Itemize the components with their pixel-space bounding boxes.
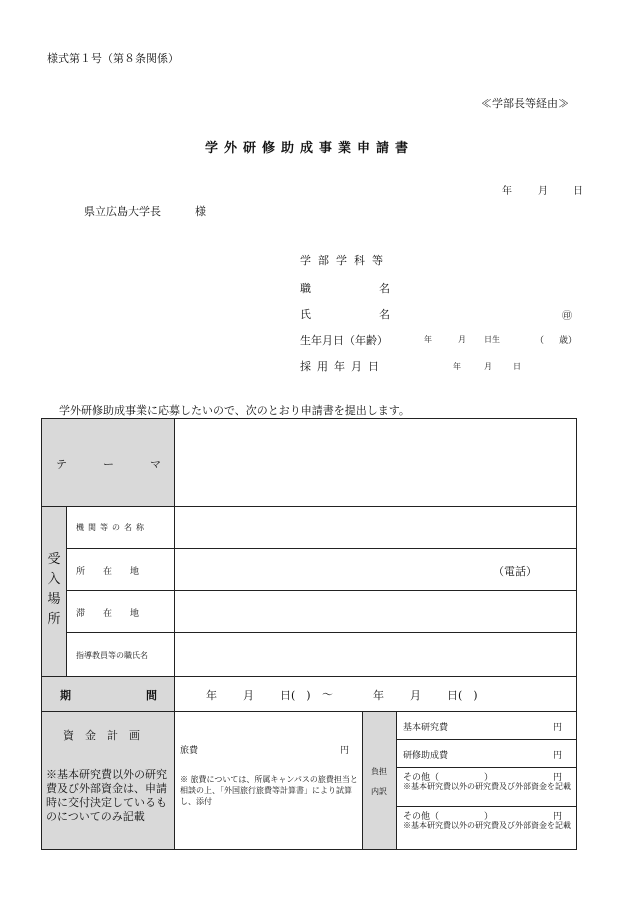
hire-month: 月 — [484, 362, 492, 371]
advisor-input[interactable] — [175, 633, 576, 676]
hire-label: 採用年月日 — [300, 360, 385, 373]
addressee-honorific: 様 — [195, 205, 206, 218]
stay-label: 滞 在 地 — [76, 609, 140, 619]
host-label: 受 入 場 所 — [47, 552, 61, 627]
other-2-note: ※基本研究費以外の研究費及び外部資金を記載 — [403, 821, 571, 830]
travel-label: 旅費 — [180, 746, 199, 756]
burden-label-cell — [362, 711, 396, 849]
period-day-1: 日( ) — [280, 689, 311, 702]
birth-year: 年 — [424, 335, 432, 344]
hire-year: 年 — [453, 362, 461, 371]
age-open: （ — [535, 336, 545, 346]
basic-fund-yen: 円 — [553, 723, 563, 733]
travel-yen: 円 — [340, 746, 350, 756]
addressee-name: 県立広島大学長 — [84, 205, 161, 218]
advisor-label: 指導教員等の職氏名 — [76, 651, 148, 660]
date-day: 日 — [573, 186, 583, 197]
travel-note: ※ 旅費については、所属キャンパスの旅費担当と相談の上、「外国旅行旅費等計算書」により試算し、添付 — [180, 775, 358, 806]
burden-label-1: 負担 — [371, 767, 387, 776]
phone-label: （電話） — [493, 565, 537, 578]
institution-label: 機関等の名称 — [76, 523, 148, 532]
intro-text: 学外研修助成事業に応募したいので、次のとおり申請書を提出します。 — [59, 404, 410, 417]
dept-label: 学部学科等 — [300, 254, 390, 267]
other-2-label: その他（ ） — [403, 812, 494, 822]
other-2-yen: 円 — [553, 812, 563, 822]
training-grant-yen: 円 — [553, 751, 563, 761]
position-label-1: 職 — [300, 282, 311, 295]
burden-label-2: 内訳 — [371, 787, 387, 796]
form-number: 様式第１号（第８条関係） — [47, 52, 179, 65]
period-label-2: 間 — [146, 689, 157, 702]
other-1-note: ※基本研究費以外の研究費及び外部資金を記載 — [403, 782, 571, 791]
position-label-2: 名 — [379, 282, 390, 295]
theme-input[interactable] — [175, 419, 576, 506]
name-label-2: 名 — [379, 308, 390, 321]
period-label-1: 期 — [60, 689, 71, 702]
date-year: 年 — [502, 186, 512, 197]
hire-day: 日 — [513, 362, 521, 371]
theme-label-1: テ — [56, 458, 67, 471]
age-close: 歳） — [559, 336, 578, 346]
basic-fund-label: 基本研究費 — [403, 723, 449, 733]
address-label: 所 在 地 — [76, 567, 140, 577]
birth-label: 生年月日（年齢） — [300, 334, 388, 347]
page-title: 学外研修助成事業申請書 — [205, 141, 415, 156]
institution-input[interactable] — [175, 507, 576, 548]
routing-note: ≪学部長等経由≫ — [481, 97, 569, 110]
other-1-yen: 円 — [553, 773, 563, 783]
period-tilde: ～ — [322, 688, 333, 701]
seal-mark: ㊞ — [562, 311, 572, 322]
funding-note: ※基本研究費以外の研究費及び外部資金は、申請時に交付決定しているものについてのみ記載 — [46, 768, 167, 823]
theme-label-2: ー — [103, 458, 114, 471]
period-month-2: 月 — [410, 689, 421, 702]
birth-month: 月 — [458, 335, 466, 344]
period-year-1: 年 — [206, 689, 217, 702]
birth-day: 日生 — [484, 335, 500, 344]
period-month-1: 月 — [243, 689, 254, 702]
name-label-1: 氏 — [300, 308, 311, 321]
period-year-2: 年 — [373, 689, 384, 702]
period-day-2: 日( ) — [447, 689, 478, 702]
training-grant-label: 研修助成費 — [403, 751, 449, 761]
theme-label-3: マ — [150, 458, 161, 471]
other-1-label: その他（ ） — [403, 773, 494, 783]
stay-input[interactable] — [175, 591, 576, 632]
funding-label: 資 金 計 画 — [63, 729, 140, 742]
date-month: 月 — [538, 186, 548, 197]
